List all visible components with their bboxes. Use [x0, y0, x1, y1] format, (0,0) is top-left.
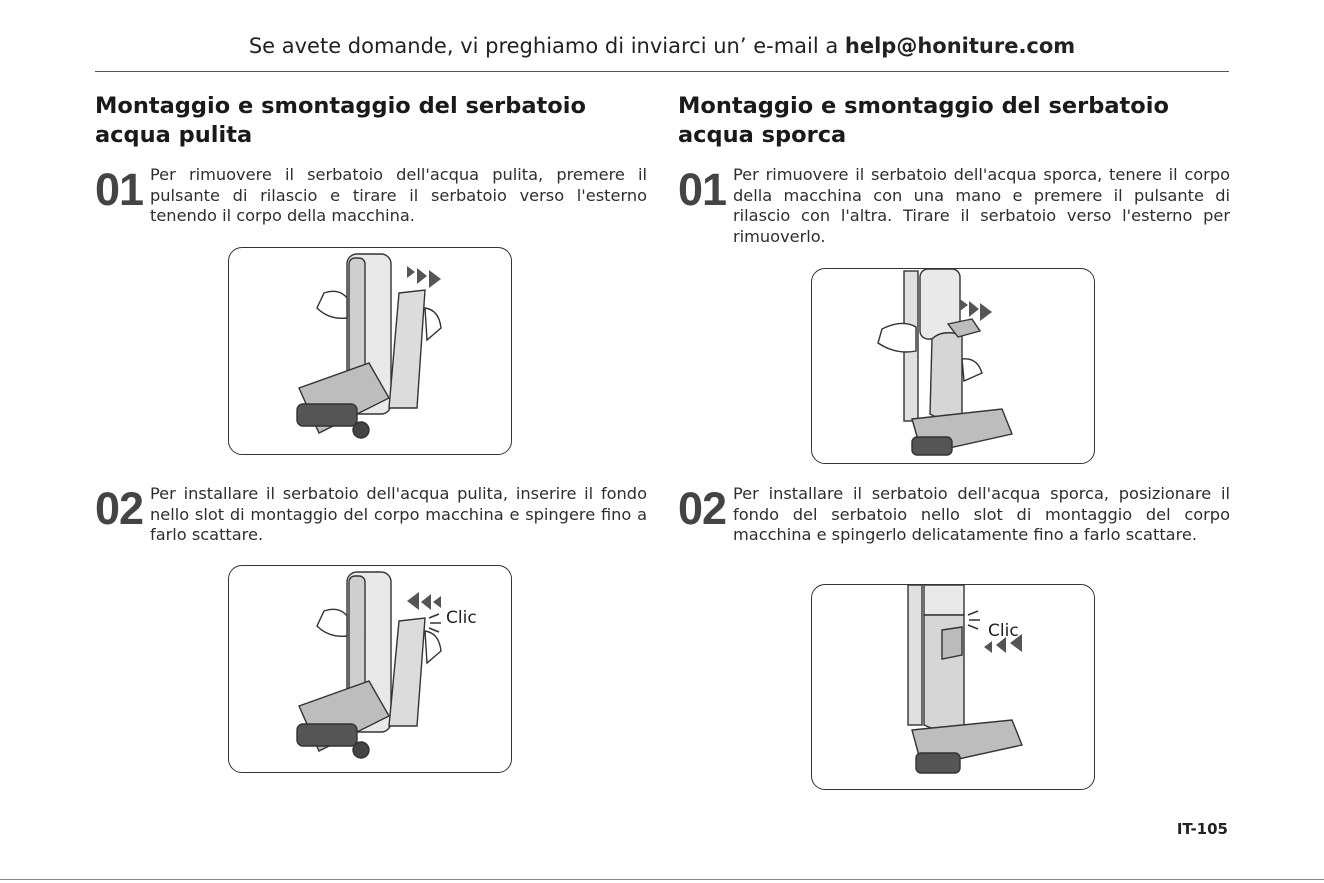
page-number: IT-105: [1176, 820, 1228, 838]
step-text: Per rimuovere il serbatoio dell'acqua pulita, premere il pulsante di rilascio e tirare il serbatoio verso l'esterno tenendo il corpo della macchina.: [150, 165, 647, 225]
step-number: 02: [678, 483, 727, 534]
header-text: Se avete domande, vi preghiamo di inviarci un’ e-mail a: [248, 34, 845, 58]
step-01: [95, 166, 647, 236]
clean-tank-section: [95, 92, 647, 628]
header-divider: [95, 71, 1229, 72]
clic-label: Clic: [446, 608, 477, 628]
remove-dirty-tank-illustration: [811, 268, 1095, 464]
step-02: [95, 485, 647, 555]
step-02: [678, 485, 1230, 555]
remove-clean-tank-illustration: [228, 247, 512, 455]
step-01: [678, 166, 1230, 256]
step-number: 01: [678, 164, 727, 215]
step-text: Per rimuovere il serbatoio dell'acqua sporca, tenere il corpo della macchina con una mano e premere il pulsante di rilascio con l'altra. Tirare il serbatoio verso l'esterno per rimuoverlo.: [733, 165, 1230, 246]
section-title: Montaggio e smontaggio del serbatoio acqua sporca: [678, 93, 1169, 148]
dirty-tank-section: [678, 92, 1230, 641]
section-title: Montaggio e smontaggio del serbatoio acqua pulita: [95, 93, 586, 148]
bottom-divider: [0, 879, 1324, 880]
step-text: Per installare il serbatoio dell'acqua pulita, inserire il fondo nello slot di montaggio del corpo macchina e spingere fino a farlo scattare.: [150, 484, 647, 544]
step-number: 01: [95, 164, 144, 215]
page-header: [95, 34, 1229, 58]
support-email[interactable]: help@honiture.com: [844, 34, 1076, 58]
clic-label: Clic: [988, 621, 1019, 641]
step-text: Per installare il serbatoio dell'acqua sporca, posizionare il fondo del serbatoio nello slot di montaggio del corpo macchina e spingerlo delicatamente fino a farlo scattare.: [733, 484, 1230, 544]
install-dirty-tank-illustration: [811, 584, 1095, 790]
step-number: 02: [95, 483, 144, 534]
install-clean-tank-illustration: [228, 565, 512, 773]
